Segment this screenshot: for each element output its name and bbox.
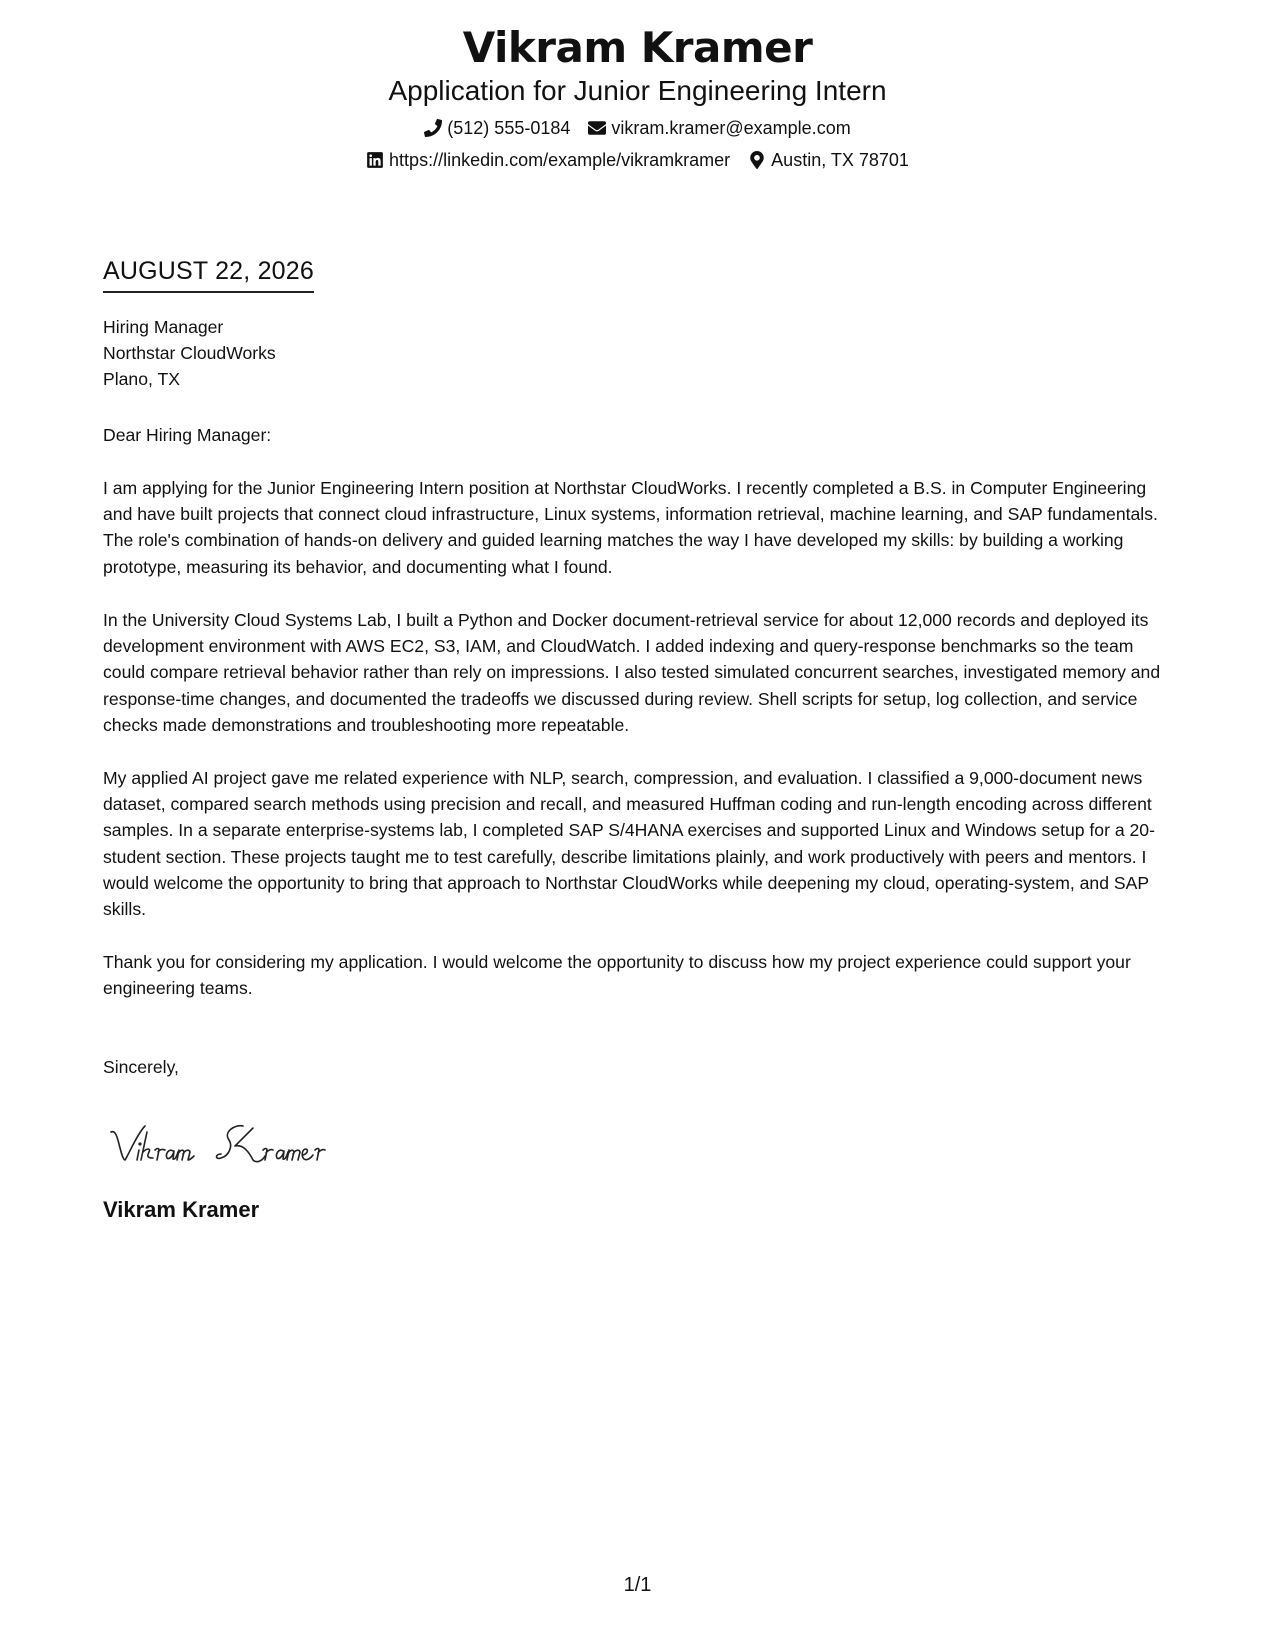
closing: Sincerely,: [103, 1057, 179, 1077]
phone-icon: [424, 119, 442, 137]
paragraph-text: My applied AI project gave me related experience with NLP, search, compression, and evaluation. I classified a 9,000-document news dataset, compared search methods using precision and recall, and measured Huffman coding and run-length encoding across different samples. In a separate enterprise-systems lab, I completed SAP S/4HANA exercises and supported Linux and Windows setup for a 20-student section. These projects taught me to test carefully, describe limitations plainly, and work productively with peers and mentors. I would welcome the opportunity to bring that approach to Northstar CloudWorks while deepening my cloud, operating-system, and SAP skills.: [103, 768, 1155, 920]
contact-location: [748, 149, 909, 171]
linkedin-url[interactable]: https://linkedin.com/example/vikramkramer: [389, 150, 731, 170]
paragraph-text: I am applying for the Junior Engineering Intern position at Northstar CloudWorks. I recently completed a B.S. in Computer Engineering and have built projects that connect cloud infrastructure, Linux systems, information retrieval, machine learning, and SAP fundamentals. The role's combination of hands-on delivery and guided learning matches the way I have developed my skills: by building a working prototype, measuring its behavior, and documenting what I found.: [103, 478, 1158, 577]
body-paragraph-3: [103, 765, 1173, 922]
recipient-block: [103, 314, 276, 393]
contact-linkedin[interactable]: [366, 149, 730, 171]
envelope-icon: [588, 119, 606, 137]
applicant-name: Vikram Kramer: [462, 23, 813, 72]
body-paragraph-2: [103, 607, 1173, 738]
body-paragraph-1: [103, 475, 1173, 580]
email-address[interactable]: vikram.kramer@example.com: [611, 118, 851, 138]
application-subtitle: Application for Junior Engineering Intern: [388, 75, 887, 106]
salutation: Dear Hiring Manager:: [103, 425, 272, 445]
body-paragraph-4: [103, 949, 1173, 1001]
contact-email[interactable]: [588, 117, 850, 139]
signature-drawing: [103, 1110, 363, 1170]
map-pin-icon: [748, 151, 766, 169]
location-text: Austin, TX 78701: [771, 150, 909, 170]
contact-phone: [424, 117, 570, 139]
letter-header: [0, 22, 1275, 171]
recipient-title: Hiring Manager: [103, 317, 224, 337]
contact-row-secondary: [0, 149, 1275, 171]
handwritten-signature: [103, 1110, 363, 1170]
recipient-company: Northstar CloudWorks: [103, 343, 276, 364]
letter-date: AUGUST 22, 2026: [103, 255, 314, 293]
page-number: 1/1: [623, 1574, 652, 1596]
paragraph-text: Thank you for considering my application. I would welcome the opportunity to discuss how my project experience could support your engineering teams.: [103, 952, 1131, 999]
contact-row-primary: [0, 117, 1275, 139]
phone-number: (512) 555-0184: [447, 118, 571, 138]
paragraph-text: In the University Cloud Systems Lab, I built a Python and Docker document-retrieval service for about 12,000 records and deployed its development environment with AWS EC2, S3, IAM, and CloudWatch. I added indexing and query-response benchmarks so the team could compare retrieval behavior rather than rely on impressions. I also tested simulated concurrent searches, investigated memory and response-time changes, and documented the tradeoffs we discussed during review. Shell scripts for setup, log collection, and service checks made demonstrations and troubleshooting more repeatable.: [103, 610, 1161, 735]
linkedin-icon: [366, 151, 384, 169]
recipient-city: Plano, TX: [103, 369, 180, 390]
signed-name: Vikram Kramer: [103, 1197, 260, 1222]
